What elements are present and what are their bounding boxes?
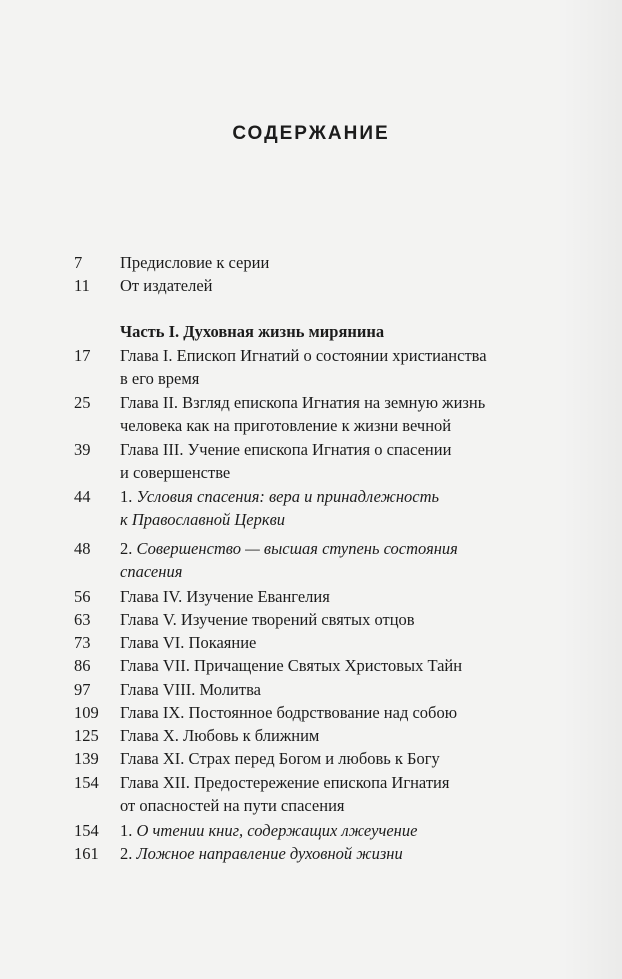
toc-page-number: 109 bbox=[74, 703, 99, 722]
toc-subentry-prefix: 1. bbox=[120, 487, 137, 506]
toc-subentry-prefix: 2. bbox=[120, 844, 137, 863]
toc-page-number: 125 bbox=[74, 726, 99, 745]
toc-entry-title: Глава VIII. Молитва bbox=[120, 680, 261, 699]
toc-entry-title: Глава XII. Предостережение епископа Игнатия bbox=[120, 773, 450, 792]
toc-subentry-text: Условия спасения: вера и принадлежность bbox=[136, 487, 440, 506]
toc-entry-title: Глава II. Взгляд епископа Игнатия на земную жизнь bbox=[120, 393, 486, 412]
toc-page-number: 44 bbox=[74, 487, 91, 506]
toc-subentry-title-line2: спасения bbox=[120, 562, 183, 581]
toc-subentry-title bbox=[120, 486, 540, 508]
toc-page-number: 39 bbox=[74, 440, 91, 459]
toc-page-number: 86 bbox=[74, 656, 91, 675]
toc-subentry-prefix: 2. bbox=[120, 539, 137, 558]
toc-page-number: 73 bbox=[74, 633, 91, 652]
page-shadow bbox=[562, 0, 622, 979]
toc-page-number: 11 bbox=[74, 276, 90, 295]
toc-entry-title: Глава VII. Причащение Святых Христовых Тайн bbox=[120, 656, 463, 675]
toc-subentry-title bbox=[120, 538, 540, 560]
toc-page-number: 63 bbox=[74, 610, 91, 629]
toc-subentry-title bbox=[120, 820, 540, 842]
toc-page-number: 48 bbox=[74, 539, 91, 558]
toc-page-number: 7 bbox=[74, 253, 83, 272]
toc-entry-title: От издателей bbox=[120, 276, 213, 295]
toc-page-number: 139 bbox=[74, 749, 99, 768]
toc-subentry-prefix: 1. bbox=[120, 821, 137, 840]
toc-subentry-title-line2: к Православной Церкви bbox=[120, 510, 286, 529]
toc-entry-title: Предисловие к серии bbox=[120, 253, 270, 272]
toc-entry-title: Глава IX. Постоянное бодрствование над собою bbox=[120, 703, 458, 722]
toc-part-title: Часть I. Духовная жизнь мирянина bbox=[120, 322, 385, 341]
toc-entry-title: Глава V. Изучение творений святых отцов bbox=[120, 610, 415, 629]
toc-entry-title: Глава VI. Покаяние bbox=[120, 633, 257, 652]
toc-entry-title: Глава XI. Страх перед Богом и любовь к Богу bbox=[120, 749, 440, 768]
toc-page-number: 161 bbox=[74, 844, 99, 863]
toc-page-number: 154 bbox=[74, 821, 99, 840]
page-title: СОДЕРЖАНИЕ bbox=[232, 123, 390, 144]
toc-entry-title: Глава IV. Изучение Евангелия bbox=[120, 587, 330, 606]
toc-entry-title: Глава III. Учение епископа Игнатия о спасении bbox=[120, 440, 452, 459]
toc-subentry-text: Ложное направление духовной жизни bbox=[136, 844, 403, 863]
toc-entry-title-line2: и совершенстве bbox=[120, 463, 231, 482]
toc-entry-title: Глава I. Епископ Игнатий о состоянии христианства bbox=[120, 346, 487, 365]
toc-subentry-text: О чтении книг, содержащих лжеучение bbox=[136, 821, 418, 840]
toc-entry-title-line2: от опасностей на пути спасения bbox=[120, 796, 345, 815]
toc-page-number: 25 bbox=[74, 393, 91, 412]
toc-page-number: 17 bbox=[74, 346, 91, 365]
toc-page-number: 154 bbox=[74, 773, 99, 792]
toc-page-number: 97 bbox=[74, 680, 91, 699]
toc-entry-title-line2: в его время bbox=[120, 369, 200, 388]
toc-entry-title: Глава X. Любовь к ближним bbox=[120, 726, 320, 745]
toc-subentry-text: Совершенство — высшая ступень состояния bbox=[136, 539, 458, 558]
toc-page-number: 56 bbox=[74, 587, 91, 606]
toc-subentry-title bbox=[120, 843, 540, 865]
toc-entry-title-line2: человека как на приготовление к жизни вечной bbox=[120, 416, 452, 435]
